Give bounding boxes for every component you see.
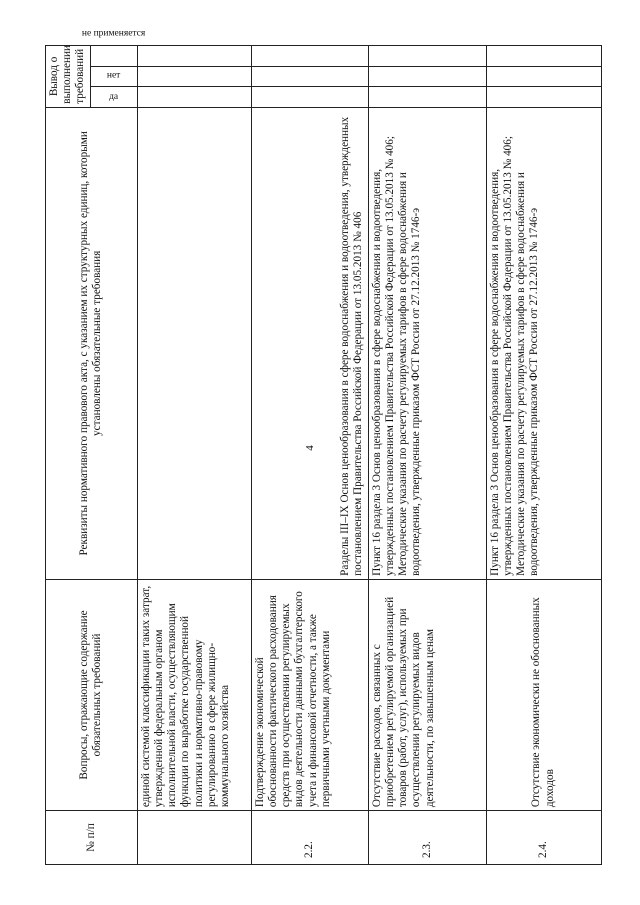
header-conclusion: Вывод о выполнении требований (46, 46, 91, 108)
header-no (90, 66, 137, 87)
row-question: Отсутствие расходов, связанных с приобретением регулируемой организацией товаров (работ, услуг), используемых при осуществлении регулируемых видов деятельности, по завышенным ценам (368, 579, 486, 810)
cell-not-applicable[interactable] (368, 46, 486, 67)
row-question: Отсутствие экономически не обоснованных доходов (486, 579, 601, 810)
cell-not-applicable[interactable] (137, 46, 251, 67)
row-requisites (137, 107, 251, 579)
requisite-line: Пункт 16 раздела 3 Основ ценообразования в сфере водоснабжения и водоотведения, утвержденных постановлением Правительства Российской Федерации от 13.05.2013 № 406; (370, 136, 396, 576)
cell-no[interactable] (137, 66, 251, 87)
table-row (137, 46, 251, 865)
header-question: Вопросы, отражающие содержание обязательных требований (46, 579, 138, 810)
cell-yes[interactable] (251, 87, 368, 108)
row-number (137, 811, 251, 865)
cell-yes[interactable] (137, 87, 251, 108)
header-not-applicable-label: не применяется (81, 28, 146, 39)
row-number: 2.2. (251, 811, 368, 865)
cell-yes[interactable] (368, 87, 486, 108)
requisite-line: Методические указания по расчету регулируемых тарифов в сфере водоснабжения и водоотведения, утвержденные приказом ФСТ России от 27.12.2013 № 1746-э (397, 172, 423, 576)
table-row (368, 46, 486, 865)
row-requisites (251, 107, 368, 579)
header-yes-label: да (109, 91, 119, 102)
row-question: единой системой классификации таких затрат, утвержденной федеральным органом исполнительной власти, осуществляющим функции по выработке государственной политики и нормативно-правовому регулированию в сфере жилищно-коммунального хозяйства (137, 579, 251, 810)
header-not-applicable (81, 28, 146, 67)
row-number: 2.4. (486, 811, 601, 865)
row-question: Подтверждение экономической обоснованности фактического расходования средств при осуществлении регулируемых видов деятельности данными бухгалтерского учета и финансовой отчетности, а также первичными учетными документами (251, 579, 368, 810)
requisite-line: Методические указания по расчету регулируемых тарифов в сфере водоснабжения и водоотведения, утвержденные приказом ФСТ России от 27.12.2013 № 1746-э (515, 172, 541, 576)
requisite-line: Разделы III–IX Основ ценообразования в сфере водоснабжения и водоотведения, утвержденных постановлением Правительства Российской Федерации от 13.05.2013 № 406 (339, 116, 365, 576)
requisite-line: Пункт 16 раздела 3 Основ ценообразования в сфере водоснабжения и водоотведения, утвержденных постановлением Правительства Российской Федерации от 13.05.2013 № 406; (488, 136, 514, 576)
cell-no[interactable] (251, 66, 368, 87)
page-number: 4 (304, 445, 316, 451)
cell-no[interactable] (486, 66, 601, 87)
row-requisites (486, 107, 601, 579)
row-number: 2.3. (368, 811, 486, 865)
requirements-table (45, 28, 602, 865)
table-row (251, 46, 368, 865)
cell-not-applicable[interactable] (251, 46, 368, 67)
cell-not-applicable[interactable] (486, 46, 601, 67)
cell-no[interactable] (368, 66, 486, 87)
header-number: № п/п (46, 811, 138, 865)
header-yes (90, 87, 137, 108)
table-row (486, 46, 601, 865)
row-requisites (368, 107, 486, 579)
header-requisites: Реквизиты нормативного правового акта, с указанием их структурных единиц, которыми установлены обязательные требования (46, 107, 138, 579)
header-no-label: нет (106, 70, 121, 81)
requirements-table-rotated (45, 28, 590, 865)
cell-yes[interactable] (486, 87, 601, 108)
